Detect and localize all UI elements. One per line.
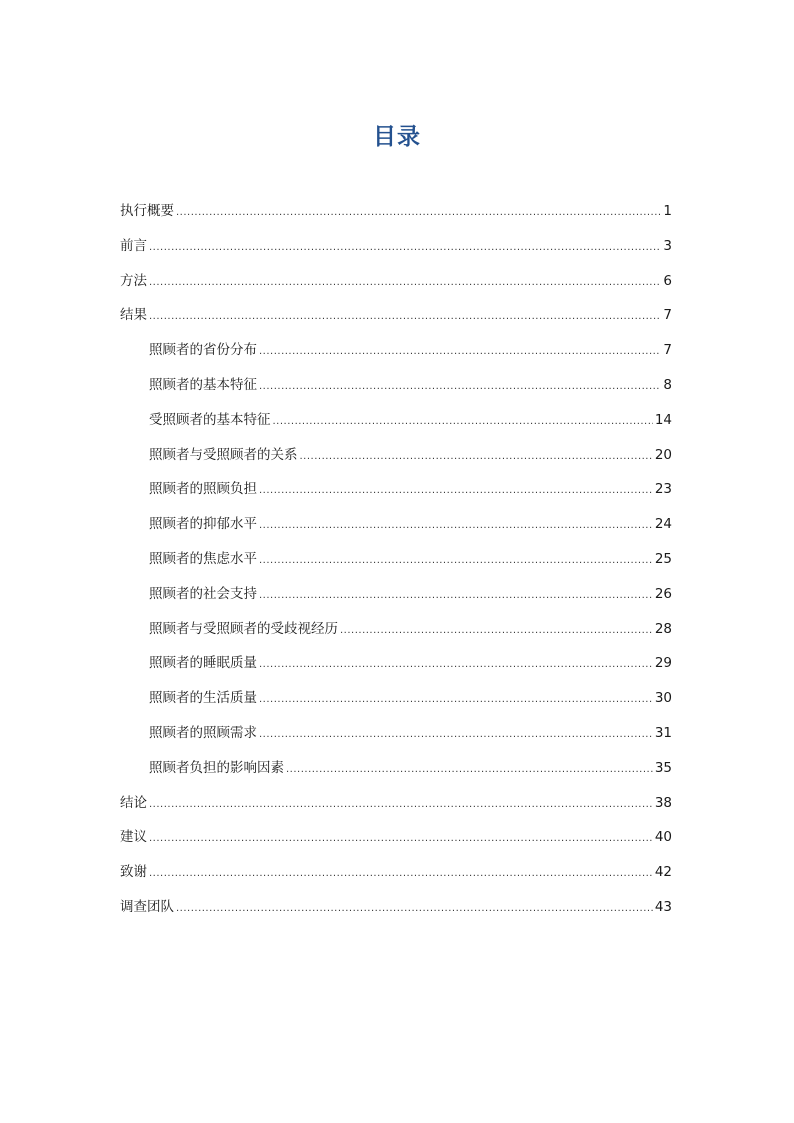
toc-dot-leader: [149, 861, 653, 887]
toc-subsection-entry[interactable]: [120, 442, 672, 477]
toc-dot-leader: [259, 339, 661, 365]
toc-entry-label: 照顾者的抑郁水平: [149, 516, 257, 533]
toc-subsection-entry[interactable]: [120, 407, 672, 442]
toc-page-number: 38: [654, 794, 672, 811]
toc-entry-label: 结论: [120, 794, 147, 811]
toc-page-number: 7: [663, 342, 672, 359]
toc-entry-label: 照顾者负担的影响因素: [149, 759, 284, 776]
toc-dot-leader: [149, 304, 661, 330]
toc-page-number: 14: [654, 411, 672, 428]
toc-subsection-entry[interactable]: [120, 337, 672, 372]
toc-subsection-entry[interactable]: [120, 720, 672, 755]
toc-page-number: 8: [663, 376, 672, 393]
toc-page-number: 25: [654, 550, 672, 567]
toc-section-entry[interactable]: [120, 859, 672, 894]
toc-entry-label: 照顾者与受照顾者的受歧视经历: [149, 620, 338, 637]
toc-section-entry[interactable]: [120, 302, 672, 337]
toc-dot-leader: [176, 200, 661, 226]
toc-entry-label: 照顾者的照顾负担: [149, 481, 257, 498]
toc-page-number: 29: [654, 655, 672, 672]
toc-subsection-entry[interactable]: [120, 616, 672, 651]
toc-page-number: 28: [654, 620, 672, 637]
toc-entry-label: 照顾者的省份分布: [149, 342, 257, 359]
toc-entry-label: 方法: [120, 272, 147, 289]
toc-dot-leader: [259, 722, 653, 748]
toc-subsection-entry[interactable]: [120, 372, 672, 407]
toc-entry-label: 建议: [120, 829, 147, 846]
toc-page-number: 23: [654, 481, 672, 498]
table-of-contents: [120, 198, 672, 929]
toc-entry-label: 前言: [120, 237, 147, 254]
toc-dot-leader: [259, 583, 653, 609]
toc-section-entry[interactable]: [120, 790, 672, 825]
toc-dot-leader: [286, 757, 653, 783]
toc-entry-label: 照顾者的睡眠质量: [149, 655, 257, 672]
toc-entry-label: 调查团队: [120, 898, 174, 915]
toc-dot-leader: [300, 444, 653, 470]
toc-page-number: 24: [654, 516, 672, 533]
toc-section-entry[interactable]: [120, 268, 672, 303]
toc-dot-leader: [259, 652, 653, 678]
toc-page-number: 1: [663, 203, 672, 219]
toc-entry-label: 照顾者的基本特征: [149, 376, 257, 393]
toc-entry-label: 结果: [120, 307, 147, 324]
toc-dot-leader: [149, 235, 661, 261]
toc-page-number: 43: [654, 898, 672, 915]
toc-page-number: 42: [654, 864, 672, 881]
toc-entry-label: 照顾者的生活质量: [149, 690, 257, 707]
toc-subsection-entry[interactable]: [120, 581, 672, 616]
toc-page-number: 3: [663, 237, 672, 254]
toc-page-number: 20: [654, 446, 672, 463]
toc-entry-label: 执行概要: [120, 203, 174, 219]
toc-page-number: 26: [654, 585, 672, 602]
toc-dot-leader: [259, 478, 653, 504]
toc-section-entry[interactable]: [120, 824, 672, 859]
toc-page-number: 30: [654, 690, 672, 707]
toc-subsection-entry[interactable]: [120, 650, 672, 685]
toc-page-number: 7: [663, 307, 672, 324]
toc-dot-leader: [176, 896, 653, 922]
toc-subsection-entry[interactable]: [120, 476, 672, 511]
toc-page-number: 31: [654, 724, 672, 741]
toc-dot-leader: [259, 548, 653, 574]
toc-subsection-entry[interactable]: [120, 755, 672, 790]
toc-dot-leader: [340, 618, 653, 644]
toc-section-entry[interactable]: [120, 198, 672, 233]
toc-section-entry[interactable]: [120, 233, 672, 268]
toc-subsection-entry[interactable]: [120, 685, 672, 720]
toc-dot-leader: [149, 826, 653, 852]
toc-page-number: 40: [654, 829, 672, 846]
toc-page-number: 35: [654, 759, 672, 776]
toc-page-number: 6: [663, 272, 672, 289]
toc-dot-leader: [149, 270, 661, 296]
toc-entry-label: 照顾者与受照顾者的关系: [149, 446, 298, 463]
toc-entry-label: 照顾者的社会支持: [149, 585, 257, 602]
toc-dot-leader: [273, 409, 653, 435]
toc-entry-label: 照顾者的焦虑水平: [149, 550, 257, 567]
toc-dot-leader: [259, 687, 653, 713]
toc-dot-leader: [149, 792, 653, 818]
toc-entry-label: 照顾者的照顾需求: [149, 724, 257, 741]
toc-dot-leader: [259, 513, 653, 539]
toc-subsection-entry[interactable]: [120, 511, 672, 546]
toc-entry-label: 致谢: [120, 864, 147, 881]
toc-section-entry[interactable]: [120, 894, 672, 929]
toc-dot-leader: [259, 374, 661, 400]
toc-subsection-entry[interactable]: [120, 546, 672, 581]
page-title: 目录: [373, 124, 421, 150]
toc-entry-label: 受照顾者的基本特征: [149, 411, 271, 428]
